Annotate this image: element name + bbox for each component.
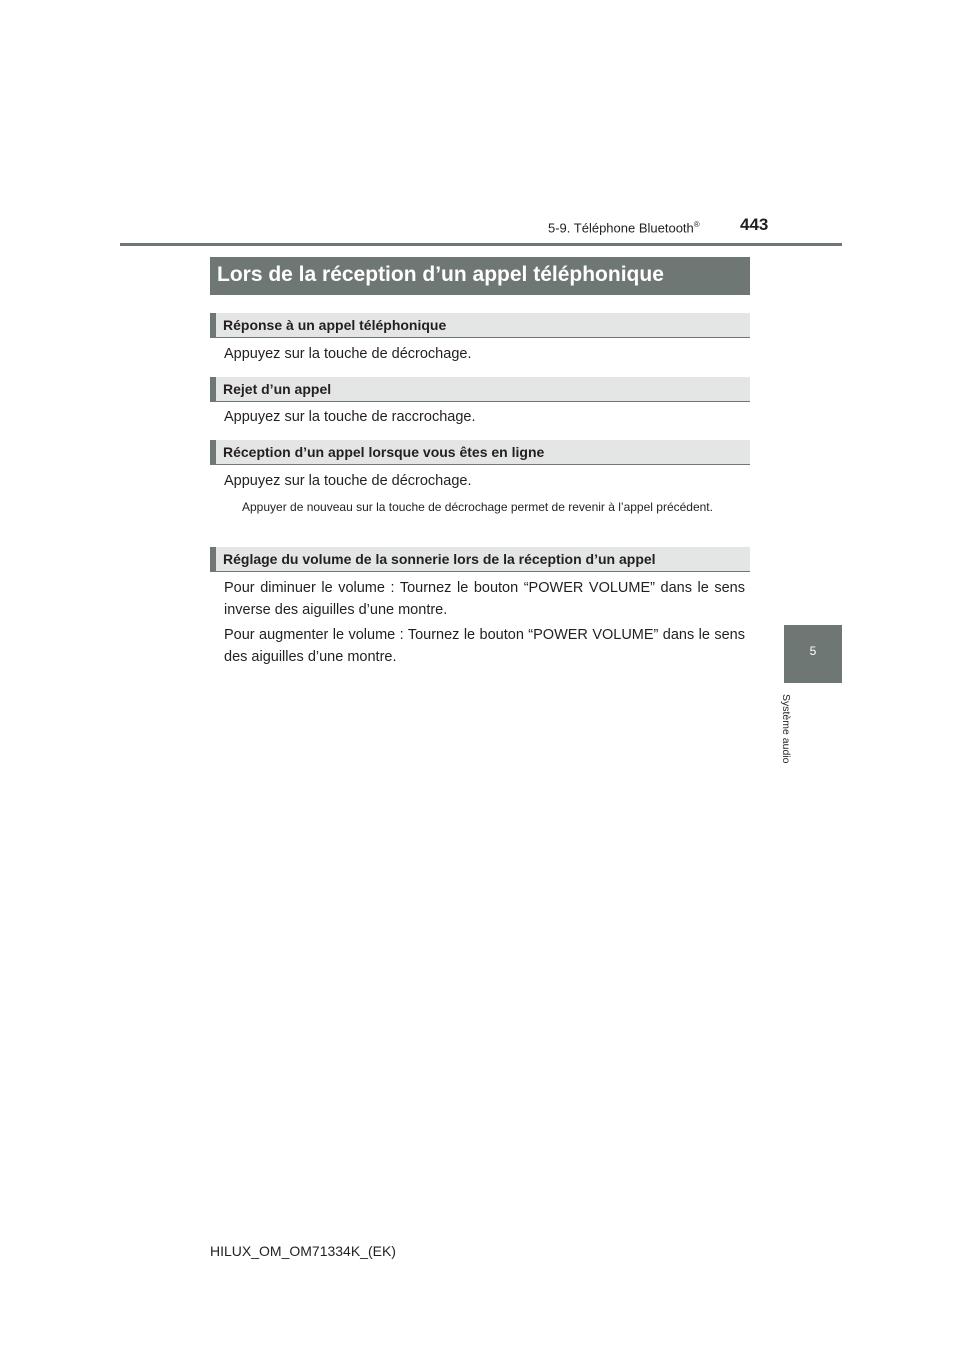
body-text: Appuyez sur la touche de décrochage. bbox=[224, 346, 472, 362]
subheading-reject-call bbox=[210, 377, 750, 402]
subheading-bar bbox=[210, 377, 216, 401]
title-banner bbox=[210, 257, 750, 295]
subheading-label: Réception d’un appel lorsque vous êtes en ligne bbox=[223, 444, 545, 460]
subheading-bar bbox=[210, 440, 216, 464]
registered-mark: ® bbox=[693, 220, 700, 229]
page-number: 443 bbox=[740, 215, 769, 234]
note-text: Appuyer de nouveau sur la touche de décrochage permet de revenir à l’appel précédent. bbox=[242, 500, 713, 514]
body-text: Appuyez sur la touche de raccrochage. bbox=[224, 409, 476, 425]
subheading-bar bbox=[210, 313, 216, 337]
subheading-answer-call bbox=[210, 313, 750, 338]
body-text: Pour augmenter le volume : Tournez le bouton “POWER VOLUME” dans le sens des aiguilles d’une montre. bbox=[224, 627, 745, 665]
section-reference: 5-9. Téléphone Bluetooth® bbox=[548, 220, 700, 236]
subheading-call-waiting bbox=[210, 440, 750, 465]
body-text: Appuyez sur la touche de décrochage. bbox=[224, 473, 472, 489]
subheading-label: Réglage du volume de la sonnerie lors de la réception d’un appel bbox=[223, 551, 656, 567]
subheading-label: Rejet d’un appel bbox=[223, 381, 332, 397]
document-code: HILUX_OM_OM71334K_(EK) bbox=[210, 1243, 396, 1259]
body-text: Pour diminuer le volume : Tournez le bouton “POWER VOLUME” dans le sens inverse des aiguilles d’une montre. bbox=[224, 580, 745, 618]
chapter-name: Système audio bbox=[780, 694, 792, 764]
chapter-number: 5 bbox=[809, 644, 817, 658]
subheading-ringtone-volume bbox=[210, 547, 750, 572]
page-title: Lors de la réception d’un appel téléphonique bbox=[217, 263, 664, 286]
header-rule bbox=[120, 243, 842, 246]
subheading-bar bbox=[210, 547, 216, 571]
subheading-label: Réponse à un appel téléphonique bbox=[223, 317, 447, 333]
